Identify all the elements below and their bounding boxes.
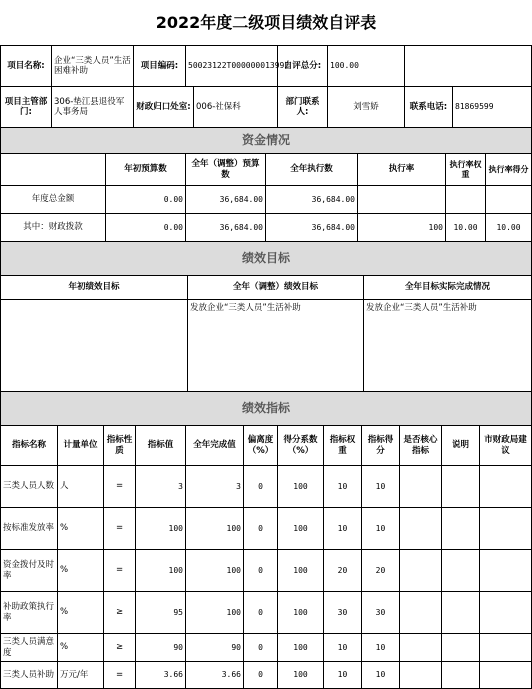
ind-row-name: 补助政策执行率 xyxy=(0,592,58,634)
ind-row-name: 三类人员人数 xyxy=(0,466,58,508)
ind-cell-score: 10 xyxy=(362,634,400,662)
self-score-value: 100.00 xyxy=(328,45,405,87)
ind-cell-coefficient: 100 xyxy=(278,466,324,508)
ind-cell-unit: % xyxy=(58,634,104,662)
funds-header-rate-score: 执行率得分 xyxy=(486,154,532,186)
ind-cell-score: 10 xyxy=(362,508,400,550)
ind-cell-core xyxy=(400,592,442,634)
ind-cell-target: 100 xyxy=(136,550,186,592)
ind-cell-core xyxy=(400,634,442,662)
ind-cell-nature: = xyxy=(104,662,136,689)
ind-cell-coefficient: 100 xyxy=(278,592,324,634)
funds-cell xyxy=(446,186,486,214)
funds-header-adjusted-budget: 全年（调整）预算数 xyxy=(186,154,266,186)
ind-row-name: 三类人员补助 xyxy=(0,662,58,689)
ind-row-name: 资金拨付及时率 xyxy=(0,550,58,592)
ind-cell-nature: ≥ xyxy=(104,634,136,662)
funds-cell: 36,684.00 xyxy=(266,186,358,214)
phone-value: 81869599 xyxy=(453,87,532,128)
funds-header-exec-rate: 执行率 xyxy=(358,154,446,186)
ind-cell-unit: % xyxy=(58,508,104,550)
ind-cell-note xyxy=(442,466,480,508)
project-code-value: 50023122T000000013992 xyxy=(186,45,278,87)
ind-cell-weight: 10 xyxy=(324,662,362,689)
contact-value: 刘雪娇 xyxy=(328,87,405,128)
funds-header-rate-weight: 执行率权重 xyxy=(446,154,486,186)
ind-cell-deviation: 0 xyxy=(244,508,278,550)
ind-cell-suggestion xyxy=(480,550,532,592)
ind-cell-score: 20 xyxy=(362,550,400,592)
ind-cell-note xyxy=(442,634,480,662)
ind-cell-note xyxy=(442,662,480,689)
ind-cell-unit: 人 xyxy=(58,466,104,508)
ind-header-note: 说明 xyxy=(442,426,480,466)
ind-cell-weight: 10 xyxy=(324,508,362,550)
dept-label: 项目主管部门: xyxy=(0,87,52,128)
ind-header-unit: 计量单位 xyxy=(58,426,104,466)
funds-row-label: 其中：财政拨款 xyxy=(0,214,106,242)
project-code-label: 项目编码: xyxy=(134,45,186,87)
ind-cell-weight: 20 xyxy=(324,550,362,592)
goals-actual-value: 发放企业“三类人员”生活补助 xyxy=(364,300,532,392)
ind-cell-coefficient: 100 xyxy=(278,634,324,662)
ind-cell-actual: 100 xyxy=(186,592,244,634)
ind-cell-actual: 100 xyxy=(186,550,244,592)
ind-cell-unit: % xyxy=(58,550,104,592)
ind-cell-actual: 3.66 xyxy=(186,662,244,689)
ind-header-coefficient: 得分系数（%） xyxy=(278,426,324,466)
ind-cell-deviation: 0 xyxy=(244,634,278,662)
ind-cell-weight: 10 xyxy=(324,634,362,662)
ind-cell-score: 30 xyxy=(362,592,400,634)
funds-cell: 10.00 xyxy=(446,214,486,242)
ind-cell-weight: 10 xyxy=(324,466,362,508)
goals-header-initial: 年初绩效目标 xyxy=(0,276,188,300)
ind-header-nature: 指标性质 xyxy=(104,426,136,466)
info-blank-cell xyxy=(405,45,532,87)
phone-label: 联系电话: xyxy=(405,87,453,128)
ind-header-deviation: 偏离度（%） xyxy=(244,426,278,466)
ind-cell-note xyxy=(442,550,480,592)
ind-cell-suggestion xyxy=(480,592,532,634)
contact-label: 部门联系人: xyxy=(278,87,328,128)
page-title: 2022年度二级项目绩效自评表 xyxy=(155,12,377,32)
ind-cell-note xyxy=(442,592,480,634)
ind-cell-core xyxy=(400,508,442,550)
funds-section-title: 资金情况 xyxy=(0,128,532,154)
ind-cell-suggestion xyxy=(480,466,532,508)
goals-header-actual: 全年目标实际完成情况 xyxy=(364,276,532,300)
funds-cell xyxy=(358,186,446,214)
ind-cell-actual: 100 xyxy=(186,508,244,550)
ind-cell-actual: 90 xyxy=(186,634,244,662)
funds-cell: 100 xyxy=(358,214,446,242)
ind-header-score: 指标得分 xyxy=(362,426,400,466)
funds-cell xyxy=(486,186,532,214)
ind-cell-suggestion xyxy=(480,634,532,662)
finance-dept-label: 财政归口处室: xyxy=(134,87,194,128)
goals-section-title: 绩效目标 xyxy=(0,242,532,276)
ind-cell-actual: 3 xyxy=(186,466,244,508)
ind-cell-nature: ≥ xyxy=(104,592,136,634)
ind-cell-target: 90 xyxy=(136,634,186,662)
funds-header-initial-budget: 年初预算数 xyxy=(106,154,186,186)
goals-initial-value xyxy=(0,300,188,392)
ind-cell-target: 3.66 xyxy=(136,662,186,689)
ind-cell-target: 100 xyxy=(136,508,186,550)
ind-cell-deviation: 0 xyxy=(244,662,278,689)
ind-cell-coefficient: 100 xyxy=(278,662,324,689)
ind-header-core: 是否核心指标 xyxy=(400,426,442,466)
ind-cell-nature: = xyxy=(104,466,136,508)
ind-header-target: 指标值 xyxy=(136,426,186,466)
ind-header-actual: 全年完成值 xyxy=(186,426,244,466)
ind-cell-target: 3 xyxy=(136,466,186,508)
project-name-value: 企业“三类人员”生活困难补助 xyxy=(52,45,134,87)
dept-value: 306-垫江县退役军人事务局 xyxy=(52,87,134,128)
ind-cell-coefficient: 100 xyxy=(278,550,324,592)
funds-header-executed: 全年执行数 xyxy=(266,154,358,186)
indicators-section-title: 绩效指标 xyxy=(0,392,532,426)
ind-cell-unit: % xyxy=(58,592,104,634)
ind-header-weight: 指标权重 xyxy=(324,426,362,466)
ind-cell-nature: = xyxy=(104,508,136,550)
ind-cell-coefficient: 100 xyxy=(278,508,324,550)
funds-cell: 36,684.00 xyxy=(266,214,358,242)
ind-row-name: 按标准发放率 xyxy=(0,508,58,550)
funds-cell: 0.00 xyxy=(106,214,186,242)
funds-cell: 36,684.00 xyxy=(186,186,266,214)
ind-cell-core xyxy=(400,466,442,508)
ind-cell-deviation: 0 xyxy=(244,466,278,508)
goals-adjusted-value: 发放企业“三类人员”生活补助 xyxy=(188,300,364,392)
ind-cell-deviation: 0 xyxy=(244,592,278,634)
ind-cell-deviation: 0 xyxy=(244,550,278,592)
ind-cell-suggestion xyxy=(480,508,532,550)
funds-cell: 36,684.00 xyxy=(186,214,266,242)
funds-row-label: 年度总金额 xyxy=(0,186,106,214)
ind-row-name: 三类人员满意度 xyxy=(0,634,58,662)
ind-header-name: 指标名称 xyxy=(0,426,58,466)
ind-cell-nature: = xyxy=(104,550,136,592)
self-score-label: 自评总分: xyxy=(278,45,328,87)
funds-cell: 10.00 xyxy=(486,214,532,242)
ind-header-suggestion: 市财政局建议 xyxy=(480,426,532,466)
funds-header-blank xyxy=(0,154,106,186)
ind-cell-note xyxy=(442,508,480,550)
project-name-label: 项目名称: xyxy=(0,45,52,87)
goals-header-adjusted: 全年（调整）绩效目标 xyxy=(188,276,364,300)
finance-dept-value: 006-社保科 xyxy=(194,87,278,128)
ind-cell-unit: 万元/年 xyxy=(58,662,104,689)
ind-cell-core xyxy=(400,662,442,689)
funds-cell: 0.00 xyxy=(106,186,186,214)
ind-cell-score: 10 xyxy=(362,662,400,689)
ind-cell-weight: 30 xyxy=(324,592,362,634)
ind-cell-score: 10 xyxy=(362,466,400,508)
ind-cell-suggestion xyxy=(480,662,532,689)
ind-cell-core xyxy=(400,550,442,592)
ind-cell-target: 95 xyxy=(136,592,186,634)
